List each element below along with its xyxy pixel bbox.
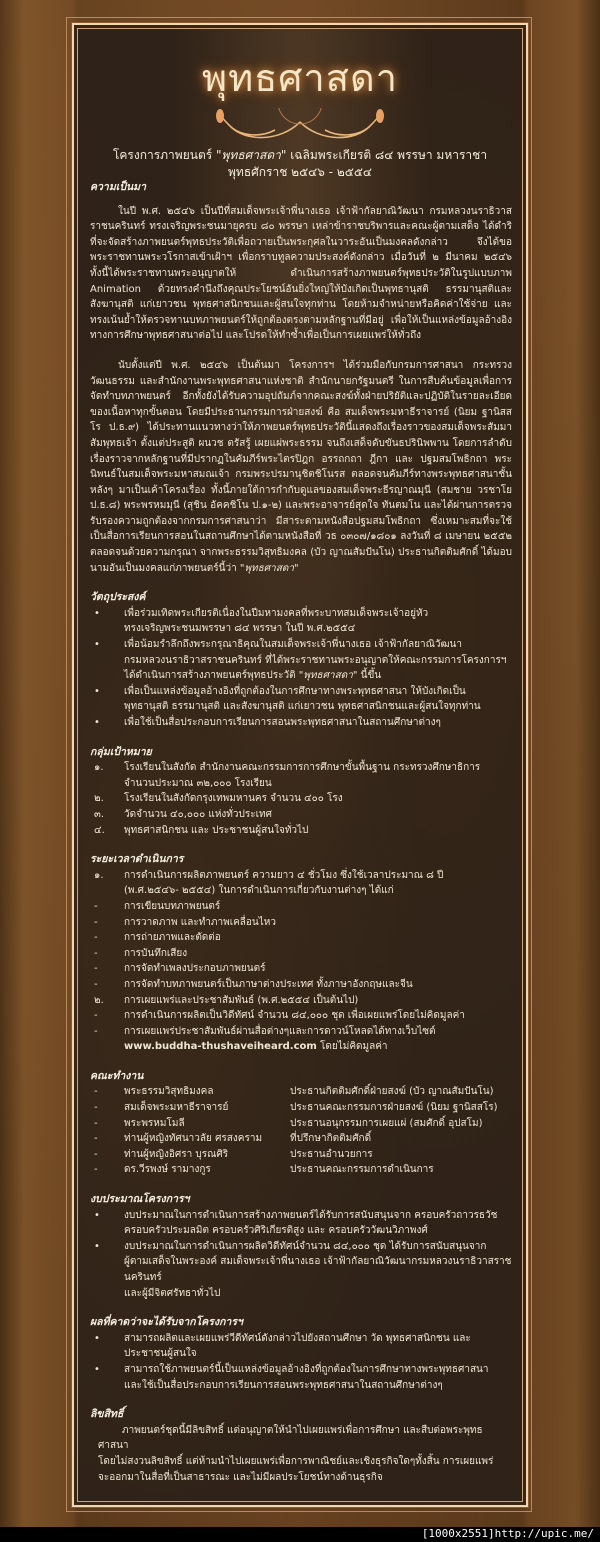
section-title: ความเป็นมา [90, 181, 146, 193]
list-item: - การเขียนบทภาพยนตร์ [94, 900, 221, 912]
logo-title: พุทธศาสดา [202, 56, 398, 100]
section-budget [90, 1192, 512, 1301]
section-title: งบประมาณโครงการฯ [90, 1193, 190, 1206]
list-item: ๑. การดำเนินการผลิตภาพยนตร์ ความยาว ๔ ชั่วโมง ซึ่งใช้เวลาประมาณ ๘ ปี (พ.ศ.๒๕๔๖- ๒๕๕๔) ในการดำเนินการเกี่ยวกับงานต่างๆ ได้แก่ [94, 869, 444, 897]
logo [74, 47, 526, 148]
list-item: - การดำเนินการผลิตเป็นวิดีทัศน์ จำนวน ๘๔,๐๐๐ ชุด เพื่อเผยแพร่โดยไม่คิดมูลค่า [94, 1010, 465, 1022]
team-member: - ดร.วีรพงษ์ รามางกูร ประธานคณะกรรมการดำเนินการ [94, 1164, 434, 1176]
section-title: คณะทำงาน [90, 1069, 144, 1082]
list-item: • สามารถใช้ภาพยนตร์นี้เป็นแหล่งข้อมูลอ้างอิงที่ถูกต้องในการศึกษาทางพระพุทธศาสนา และใช้เป็นสื่อประกอบการเรียนการสอนพระพุทธศาสนาในสถานศึกษาต่างๆ [94, 1363, 489, 1391]
team-member: - พระพรหมโมลี ประธานอนุกรรมการเผยแผ่ (สมศักดิ์ อุปสโม) [94, 1117, 483, 1129]
list-item: • เพื่อร่วมเทิดพระเกียรติเนื่องในปีมหามงคลที่พระบาทสมเด็จพระเจ้าอยู่หัว ทรงเจริญพระชนมพรรษา ๘๔ พรรษา ในปี พ.ศ.๒๕๕๔ [94, 607, 429, 635]
section-team [90, 1069, 512, 1178]
list-item: - การจัดทำบทภาพยนตร์เป็นภาษาต่างประเทศ ทั้งภาษาอังกฤษและจีน [94, 978, 413, 990]
objectives-list [90, 606, 512, 731]
list-item: - การบันทึกเสียง [94, 947, 188, 959]
list-item: • งบประมาณในการดำเนินการสร้างภาพยนตร์ได้รับการสนับสนุนจาก ครอบครัวถาวรธวัช ครอบครัวประมลมิต ครอบครัวศิริเกียรติสูง และ ครอบครัววัฒนวิภาพงศ์ [94, 1209, 498, 1237]
list-item: ๒. โรงเรียนในสังกัดกรุงเทพมหานคร จำนวน ๔๐๐ โรง [94, 793, 343, 805]
website-link[interactable]: www.buddha-thushaveiheard.com [124, 1041, 317, 1053]
section-target-group [90, 745, 512, 839]
paragraph: ในปี พ.ศ. ๒๕๔๖ เป็นปีที่สมเด็จพระเจ้าพี่นางเธอ เจ้าฟ้ากัลยาณิวัฒนา กรมหลวงนราธิวาสราชนครินทร์ ทรงเจริญพระชนมายุครบ ๘๐ พรรษา เหล่าข้าราชบริพารและคณะผู้ตามเสด็จ ได้ดำริที่จะจัดสร้างภาพยนตร์พุทธประวัติเพื่อถวายเป็นพระกุศลในวาระอันเป็นมงคลดังกล่าว จึงได้ขอพระราชทานพระวโรกาสเข้าเฝ้าฯ เพื่อกราบทูลความประสงค์ดังกล่าว เมื่อวันที่ ๒ มีนาคม ๒๕๔๖ ทั้งนี้ได้พระราชทานพระอนุญาตให้ ดำเนินการสร้างภาพยนตร์พุทธประวัติในรูปแบบภาพ Animation ด้วยทรงคำนึงถึงคุณประโยชน์อันยิ่งใหญ่ให้บังเกิดเป็นพุทธานุสติ ธรรมานุสติและสังฆานุสติ แก่เยาวชน พุทธศาสนิกชนและผู้สนใจทุกท่าน โดยห้ามจำหน่ายหรือคิดค่าใช้จ่าย และทรงเน้นย้ำให้ตรวจทานบทภาพยนตร์ให้ถูกต้องตรงตามหลักฐานที่มีอยู่ เพื่อให้เป็นแหล่งข้อมูลอ้างอิงทางการศึกษาพุทธศาสนาต่อไป และโปรดให้ทำซ้ำเพื่อเป็นการเผยแพร่ให้ทั่วถึง [90, 205, 512, 342]
document-body [90, 180, 512, 1485]
section-title: ระยะเวลาดำเนินการ [90, 853, 184, 866]
list-item: - การเผยแพร่ประชาสัมพันธ์ผ่านสื่อต่างๆและการดาวน์โหลดได้ทางเว็บไซต์ www.buddha-thushaveiheard.com โดยไม่คิดมูลค่า [94, 1025, 436, 1053]
team-member: - ท่านผู้หญิงอิศรา บุรณศิริ ประธานอำนวยการ [94, 1148, 373, 1160]
list-item: • งบประมาณในการดำเนินการผลิตวิดีทัศน์จำนวน ๘๔,๐๐๐ ชุด ได้รับการสนับสนุนจาก ผู้ตามเสด็จในพระองค์ สมเด็จพระเจ้าพี่นางเธอ เจ้าฟ้ากัลยาณิวัฒนากรมหลวงนราธิวาสราชนครินทร์ และผู้มีจิตศรัทธาทั่วไป [94, 1240, 512, 1299]
paragraph: นับตั้งแต่ปี พ.ศ. ๒๕๔๖ เป็นต้นมา โครงการฯ ได้ร่วมมือกับกรมการศาสนา กระทรวงวัฒนธรรม และสำนักงานพระพุทธศาสนาแห่งชาติ สำนักนายกรัฐมนตรี ในการสืบค้นข้อมูลเพื่อการจัดทำบทภาพยนตร์ อีกทั้งยังได้รับความอุปถัมภ์จากคณะสงฆ์ทั้งฝ่ายปริยัติและปฏิบัติในรายละเอียดของเนื้อหาทุกขั้นตอน โดยมีประธานกรรมการฝ่ายสงฆ์ คือ สมเด็จพระมหาธีราจารย์ (นิยม ฐานิสสโร ป.ธ.๙) ได้ประทานแนวทางว่าให้ภาพยนตร์พุทธประวัตินี้แสดงถึงเรื่องราวของสมเด็จพระสัมมาสัมพุทธเจ้า ตั้งแต่ประสูติ ผนวช ตรัสรู้ เผยแผ่พระธรรม จนถึงเสด็จดับขันธปรินิพพาน โดยการลำดับเรื่องราวจากหลักฐานที่มีปรากฏในคัมภีร์พระไตรปิฎก อรรถกถา ฎีกา และ ปฐมสมโพธิกถา พระนิพนธ์ในสมเด็จพระมหาสมณเจ้า กรมพระปรมานุชิตชิโนรส ตลอดจนคัมภีร์ทางพระพุทธศาสนาชั้นหลังๆ มาเป็นเค้าโครงเรื่อง ทั้งนี้ภายใต้การกำกับดูแลของสมเด็จพระธีรญาณมุนี (สมชาย วรชาโย ป.ธ.๘) พระพรหมมุนี (สุชิน อัคคชิโน ป.๑-๒) และพระอาจารย์สุดใจ ทันตมโน และได้ผ่านการตรวจรับรองความถูกต้องจากกรมการศาสนาว่า มีสาระตามหนังสือปฐมสมโพธิกถา ซึ่งเหมาะสมที่จะใช้เป็นสื่อการเรียนการสอนในสถานศึกษาได้ตามหนังสือที่ วธ ๐๓๐๗/๑๘๐๑ ลงวันที่ ๘ เมษายน ๒๕๕๒ ตลอดจนด้วยความกรุณา จากพระธรรมวิสุทธิมงคล (บัว ญาณสัมปันโน) ประธานกิตติมศักดิ์ ได้มอบนามอันเป็นมงคลแก่ภาพยนตร์นี้ว่า "พุทธศาสดา" [90, 359, 513, 574]
list-item: - การจัดทำเพลงประกอบภาพยนตร์ [94, 963, 266, 975]
section-timeline [90, 852, 512, 1055]
list-item: • สามารถผลิตและเผยแพร่วีดีทัศน์ดังกล่าวไปยังสถานศึกษา วัด พุทธศาสนิกชน และประชาชนผู้สนใจ [94, 1332, 471, 1360]
list-item: • เพื่อเป็นแหล่งข้อมูลอ้างอิงที่ถูกต้องในการศึกษาทางพระพุทธศาสนา ให้บังเกิดเป็น พุทธานุสติ ธรรมานุสติ และสังฆานุสติ แก่เยาวชน พุทธศาสนิกชนและผู้สนใจทุกท่าน [94, 685, 481, 713]
list-item: ๔. พุทธศาสนิกชน และ ประชาชนผู้สนใจทั่วไป [94, 824, 309, 836]
section-background [90, 180, 512, 576]
team-list [90, 1084, 512, 1178]
film-title: "พุทธศาสดา" [216, 148, 287, 162]
section-title: กลุ่มเป้าหมาย [90, 745, 152, 758]
timeline-list [90, 868, 512, 1055]
list-item: • เพื่อใช้เป็นสื่อประกอบการเรียนการสอนพระพุทธศาสนาในสถานศึกษาต่างๆ [94, 717, 441, 728]
list-item: - การวาดภาพ และทำภาพเคลื่อนไหว [94, 916, 277, 928]
section-title: วัตถุประสงค์ [90, 591, 146, 604]
list-item: ๓. วัดจำนวน ๔๐,๐๐๐ แห่งทั่วประเทศ [94, 808, 272, 820]
ornament-icon [200, 108, 400, 148]
team-member: - สมเด็จพระมหาธีราจารย์ ประธานคณะกรรมการฝ่ายสงฆ์ (นิยม ฐานิสสโร) [94, 1102, 498, 1114]
section-expected-results [90, 1315, 512, 1393]
budget-list [90, 1208, 512, 1302]
expected-list [90, 1331, 512, 1393]
image-host-watermark: [1000x2551]http://upic.me/ [421, 1527, 594, 1540]
header-line-1: โครงการภาพยนตร์ "พุทธศาสดา" เฉลิมพระเกียรติ ๘๔ พรรษา มหาราชา [112, 148, 488, 162]
team-member: - พระธรรมวิสุทธิมงคล ประธานกิตติมศักดิ์ฝ่ายสงฆ์ (บัว ญาณสัมปันโน) [94, 1086, 494, 1098]
section-title: ลิขสิทธิ์ [90, 1408, 124, 1421]
section-copyright: ลิขสิทธิ์ ภาพยนตร์ชุดนี้มีลิขสิทธิ์ แต่อนุญาตให้นำไปเผยแพร่เพื่อการศึกษา และสืบต่อพระพุทธศาสนา โดยไม่สงวนลิขสิทธิ์ แต่ห้ามนำไปเผยแพร่เพื่อการพาณิชย์และเชิงธุรกิจใดๆทั้งสิ้น การเผยแพร่ จะออกมาในสื่อที่เป็นสาธารณะ และไม่มีผลประโยชน์ทางด้านธุรกิจ [90, 1407, 512, 1485]
target-list [90, 760, 512, 838]
content-panel [72, 23, 528, 1507]
header-line-2: พุทธศักราช ๒๕๔๖ - ๒๕๕๔ [228, 165, 372, 179]
section-objectives [90, 590, 512, 730]
section-title: ผลที่คาดว่าจะได้รับจากโครงการฯ [90, 1316, 243, 1329]
list-item: ๒. การเผยแพร่และประชาสัมพันธ์ (พ.ศ.๒๕๕๔ เป็นต้นไป) [94, 994, 359, 1006]
list-item: ๑. โรงเรียนในสังกัด สำนักงานคณะกรรมการการศึกษาขั้นพื้นฐาน กระทรวงศึกษาธิการ จำนวนประมาณ ๓๒,๐๐๐ โรงเรียน [94, 762, 481, 789]
list-item: - การถ่ายภาพและตัดต่อ [94, 932, 221, 944]
list-item: • เพื่อน้อมรำลึกถึงพระกรุณาธิคุณในสมเด็จพระเจ้าพี่นางเธอ เจ้าฟ้ากัลยาณิวัฒนา กรมหลวงนราธิวาสราชนครินทร์ ที่ได้พระราชทานพระอนุญาตให้คณะกรรมการโครงการฯ ได้ดำเนินการสร้างภาพยนตร์พุทธประวัติ "พุทธศาสดา" นี้ขึ้น [94, 639, 507, 682]
project-header [74, 147, 526, 181]
team-member: - ท่านผู้หญิงทัศนาวลัย ศรสงคราม ที่ปรึกษากิตติมศักดิ์ [94, 1133, 372, 1145]
